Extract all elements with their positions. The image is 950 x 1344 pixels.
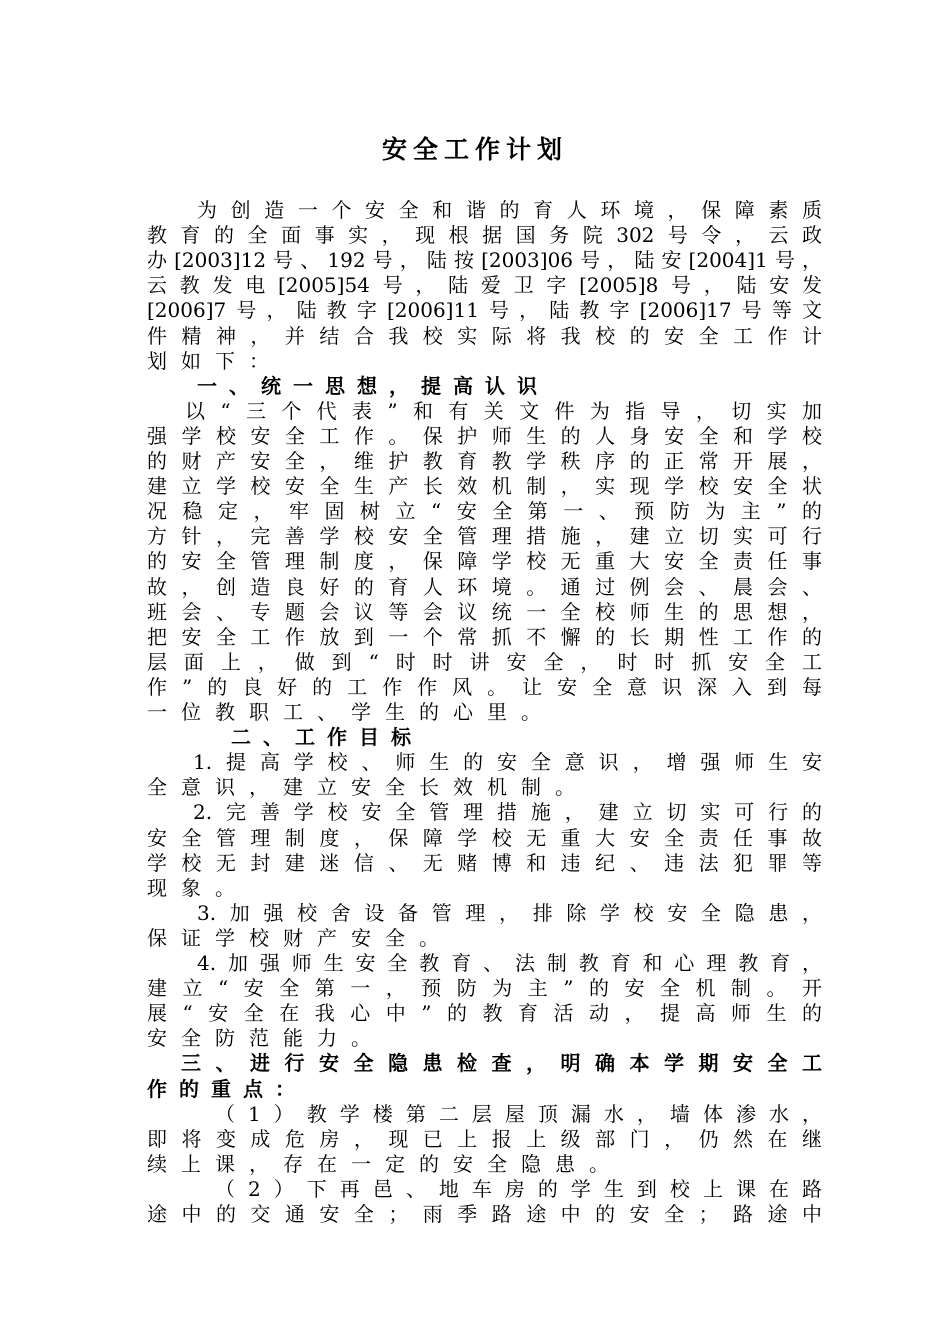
body-text-line: 学校无封建迷信、无赌博和违纪、违法犯罪等 [147,851,822,875]
body-text-line: 建立“安全第一，预防为主”的安全机制。开 [147,976,822,1000]
section-heading-line: 作的重点： [147,1077,307,1101]
body-text-line: 的财产安全，维护教育教学秩序的正常开展， [147,449,822,473]
body-text-line: 以“三个代表”和有关文件为指导，切实加 [185,399,822,423]
body-text-line: 班会、专题会议等会议统一全校师生的思想， [147,600,822,624]
section-heading-line: 一、统一思想，提高认识 [197,374,549,398]
body-text-line: 教育的全面事实，现根据国务院302号令，云政 [147,223,822,247]
body-text-line: 云教发电[2005]54号，陆爱卫字[2005]8号，陆安发 [147,273,822,297]
body-text-line: 一位教职工、学生的心里。 [147,700,555,724]
body-text-line: 况稳定，牢固树立“安全第一、预防为主”的 [147,499,822,523]
body-text-line: 2.完善学校安全管理措施，建立切实可行的 [193,800,822,824]
body-text-line: 安全防范能力。 [147,1026,385,1050]
body-text-line: 4.加强师生安全教育、法制教育和心理教育， [197,951,822,975]
body-text-line: 办[2003]12号、192号，陆按[2003]06号，陆安[2004]1号， [147,248,822,272]
body-text-line: 保证学校财产安全。 [147,926,453,950]
body-text-line: [2006]7号，陆教字[2006]11号，陆教字[2006]17号等文 [147,298,822,322]
body-text-line: 即将变成危房，现已上报上级部门，仍然在继 [147,1127,822,1151]
document-title: 安全工作计划 [381,135,568,164]
body-text-line: 方针，完善学校安全管理措施，建立切实可行 [147,524,822,548]
body-text-line: （1）教学楼第二层屋顶漏水，墙体渗水， [215,1102,822,1126]
body-text-line: 续上课，存在一定的安全隐患。 [147,1152,623,1176]
body-text-line: 展“安全在我心中”的教育活动，提高师生的 [147,1001,822,1025]
body-text-line: 的安全管理制度，保障学校无重大安全责任事 [147,549,822,573]
body-text-line: 强学校安全工作。保护师生的人身安全和学校 [147,424,822,448]
body-text-line: 把安全工作放到一个常抓不懈的长期性工作的 [147,625,822,649]
section-heading-line: 二、工作目标 [231,725,423,749]
body-text-line: （2）下再邑、地车房的学生到校上课在路 [215,1177,822,1201]
section-heading-line: 三、进行安全隐患检查，明确本学期安全工 [181,1051,822,1075]
body-text-line: 3.加强校舍设备管理，排除学校安全隐患， [197,901,822,925]
body-text-line: 层面上，做到“时时讲安全，时时抓安全工 [147,650,822,674]
body-text-line: 件精神，并结合我校实际将我校的安全工作计 [147,324,822,348]
body-text-line: 为创造一个安全和谐的育人环境，保障素质 [197,198,822,222]
body-text-line: 1.提高学校、师生的安全意识，增强师生安 [193,750,822,774]
body-text-line: 作”的良好的工作作风。让安全意识深入到每 [147,675,822,699]
body-text-line: 安全管理制度，保障学校无重大安全责任事故 [147,826,822,850]
body-text-line: 途中的交通安全；雨季路途中的安全；路途中 [147,1202,822,1226]
body-text-line: 现象。 [147,876,249,900]
body-text-line: 建立学校安全生产长效机制，实现学校安全状 [147,474,822,498]
body-text-line: 故，创造良好的育人环境。通过例会、晨会、 [147,575,822,599]
body-text-line: 全意识，建立安全长效机制。 [147,775,589,799]
body-text-line: 划如下： [147,349,283,373]
